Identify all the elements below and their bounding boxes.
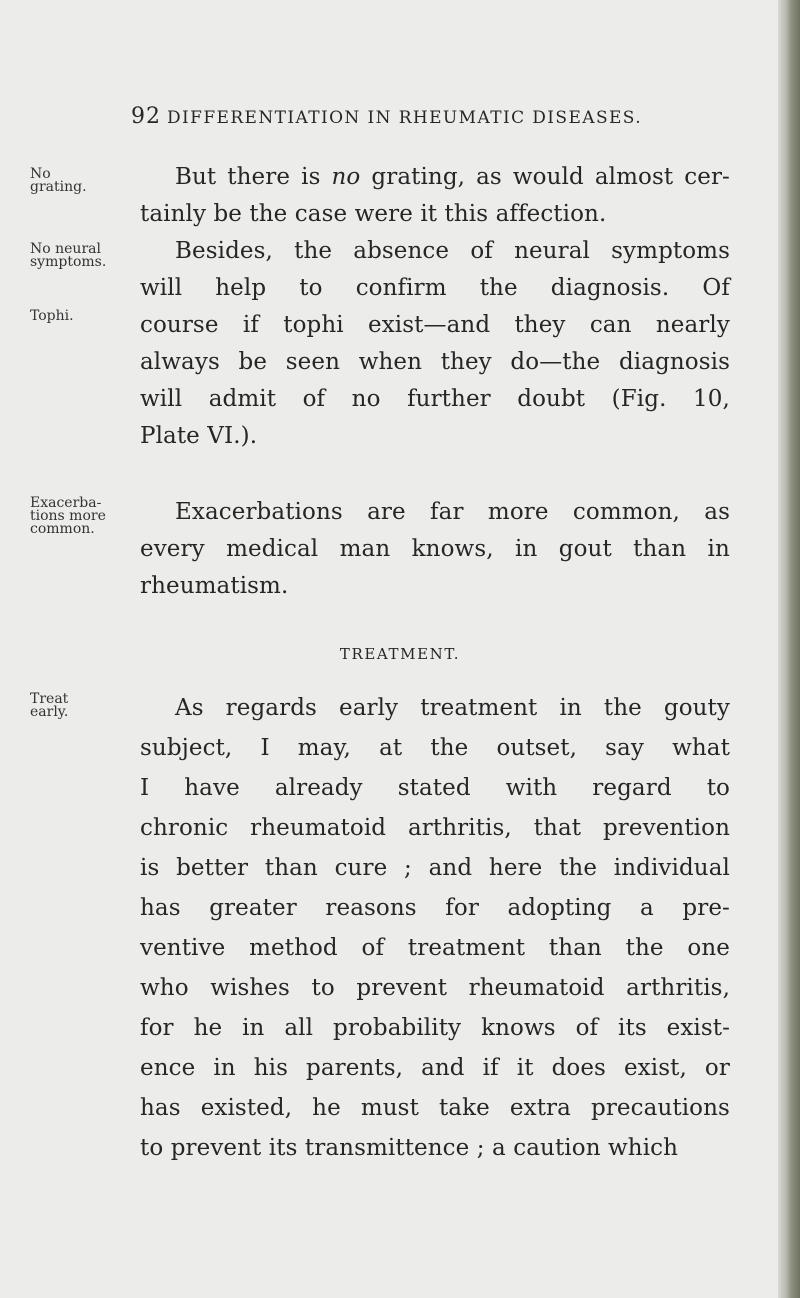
sidenote-no-grating — [30, 168, 130, 194]
sidenote-line: Tophi. — [30, 308, 74, 324]
sidenote-exacerbations — [30, 497, 130, 536]
sidenote-line: No neural — [30, 241, 101, 257]
text-line: tainly be the case were it this affection. — [140, 201, 607, 227]
text-line: rheumatism. — [140, 573, 289, 599]
sidenote-line: early. — [30, 704, 69, 720]
sidenote-line: symptoms. — [30, 254, 107, 270]
text-line: who wishes to prevent rheumatoid arthritis, — [140, 975, 730, 1001]
text-line: is better than cure ; and here the individual — [140, 855, 730, 881]
text-line: But there is no grating, as would almost cer- — [175, 164, 730, 190]
text-line: will admit of no further doubt (Fig. 10, — [140, 386, 730, 412]
text-line: Exacerbations are far more common, as — [175, 499, 730, 525]
sidenote-line: Exacerba- — [30, 495, 102, 511]
text-line: subject, I may, at the outset, say what — [140, 735, 730, 761]
sidenote-tophi — [30, 310, 130, 323]
text-line: I have already stated with regard to — [140, 775, 730, 801]
sidenote-line: common. — [30, 521, 95, 537]
text-line: has existed, he must take extra precautions — [140, 1095, 730, 1121]
running-head: DIFFERENTIATION IN RHEUMATIC DISEASES. — [167, 108, 643, 128]
text-line: to prevent its transmittence ; a caution which — [140, 1135, 679, 1161]
text-line: As regards early treatment in the gouty — [175, 695, 730, 721]
page-header — [131, 104, 751, 144]
text-line: chronic rheumatoid arthritis, that prevention — [140, 815, 730, 841]
sidenote-line: No — [30, 166, 51, 182]
sidenote-line: grating. — [30, 179, 87, 195]
section-heading: TREATMENT. — [339, 645, 461, 663]
text-line: for he in all probability knows of its exist- — [140, 1015, 730, 1041]
text-line: has greater reasons for adopting a pre- — [140, 895, 730, 921]
text-line: ence in his parents, and if it does exist, or — [140, 1055, 730, 1081]
text-line: ventive method of treatment than the one — [140, 935, 730, 961]
sidenote-no-neural — [30, 243, 130, 269]
sidenote-line: tions more — [30, 508, 106, 524]
text-line: course if tophi exist—and they can nearly — [140, 312, 730, 338]
text-line: Besides, the absence of neural symptoms — [175, 238, 730, 264]
text-line: Plate VI.). — [140, 423, 258, 449]
text-line: every medical man knows, in gout than in — [140, 536, 730, 562]
sidenote-line: Treat — [30, 691, 69, 707]
page-number: 92 — [131, 104, 161, 129]
text-line: will help to confirm the diagnosis. Of — [140, 275, 730, 301]
sidenote-treat-early — [30, 693, 130, 719]
text-line: always be seen when they do—the diagnosis — [140, 349, 730, 375]
